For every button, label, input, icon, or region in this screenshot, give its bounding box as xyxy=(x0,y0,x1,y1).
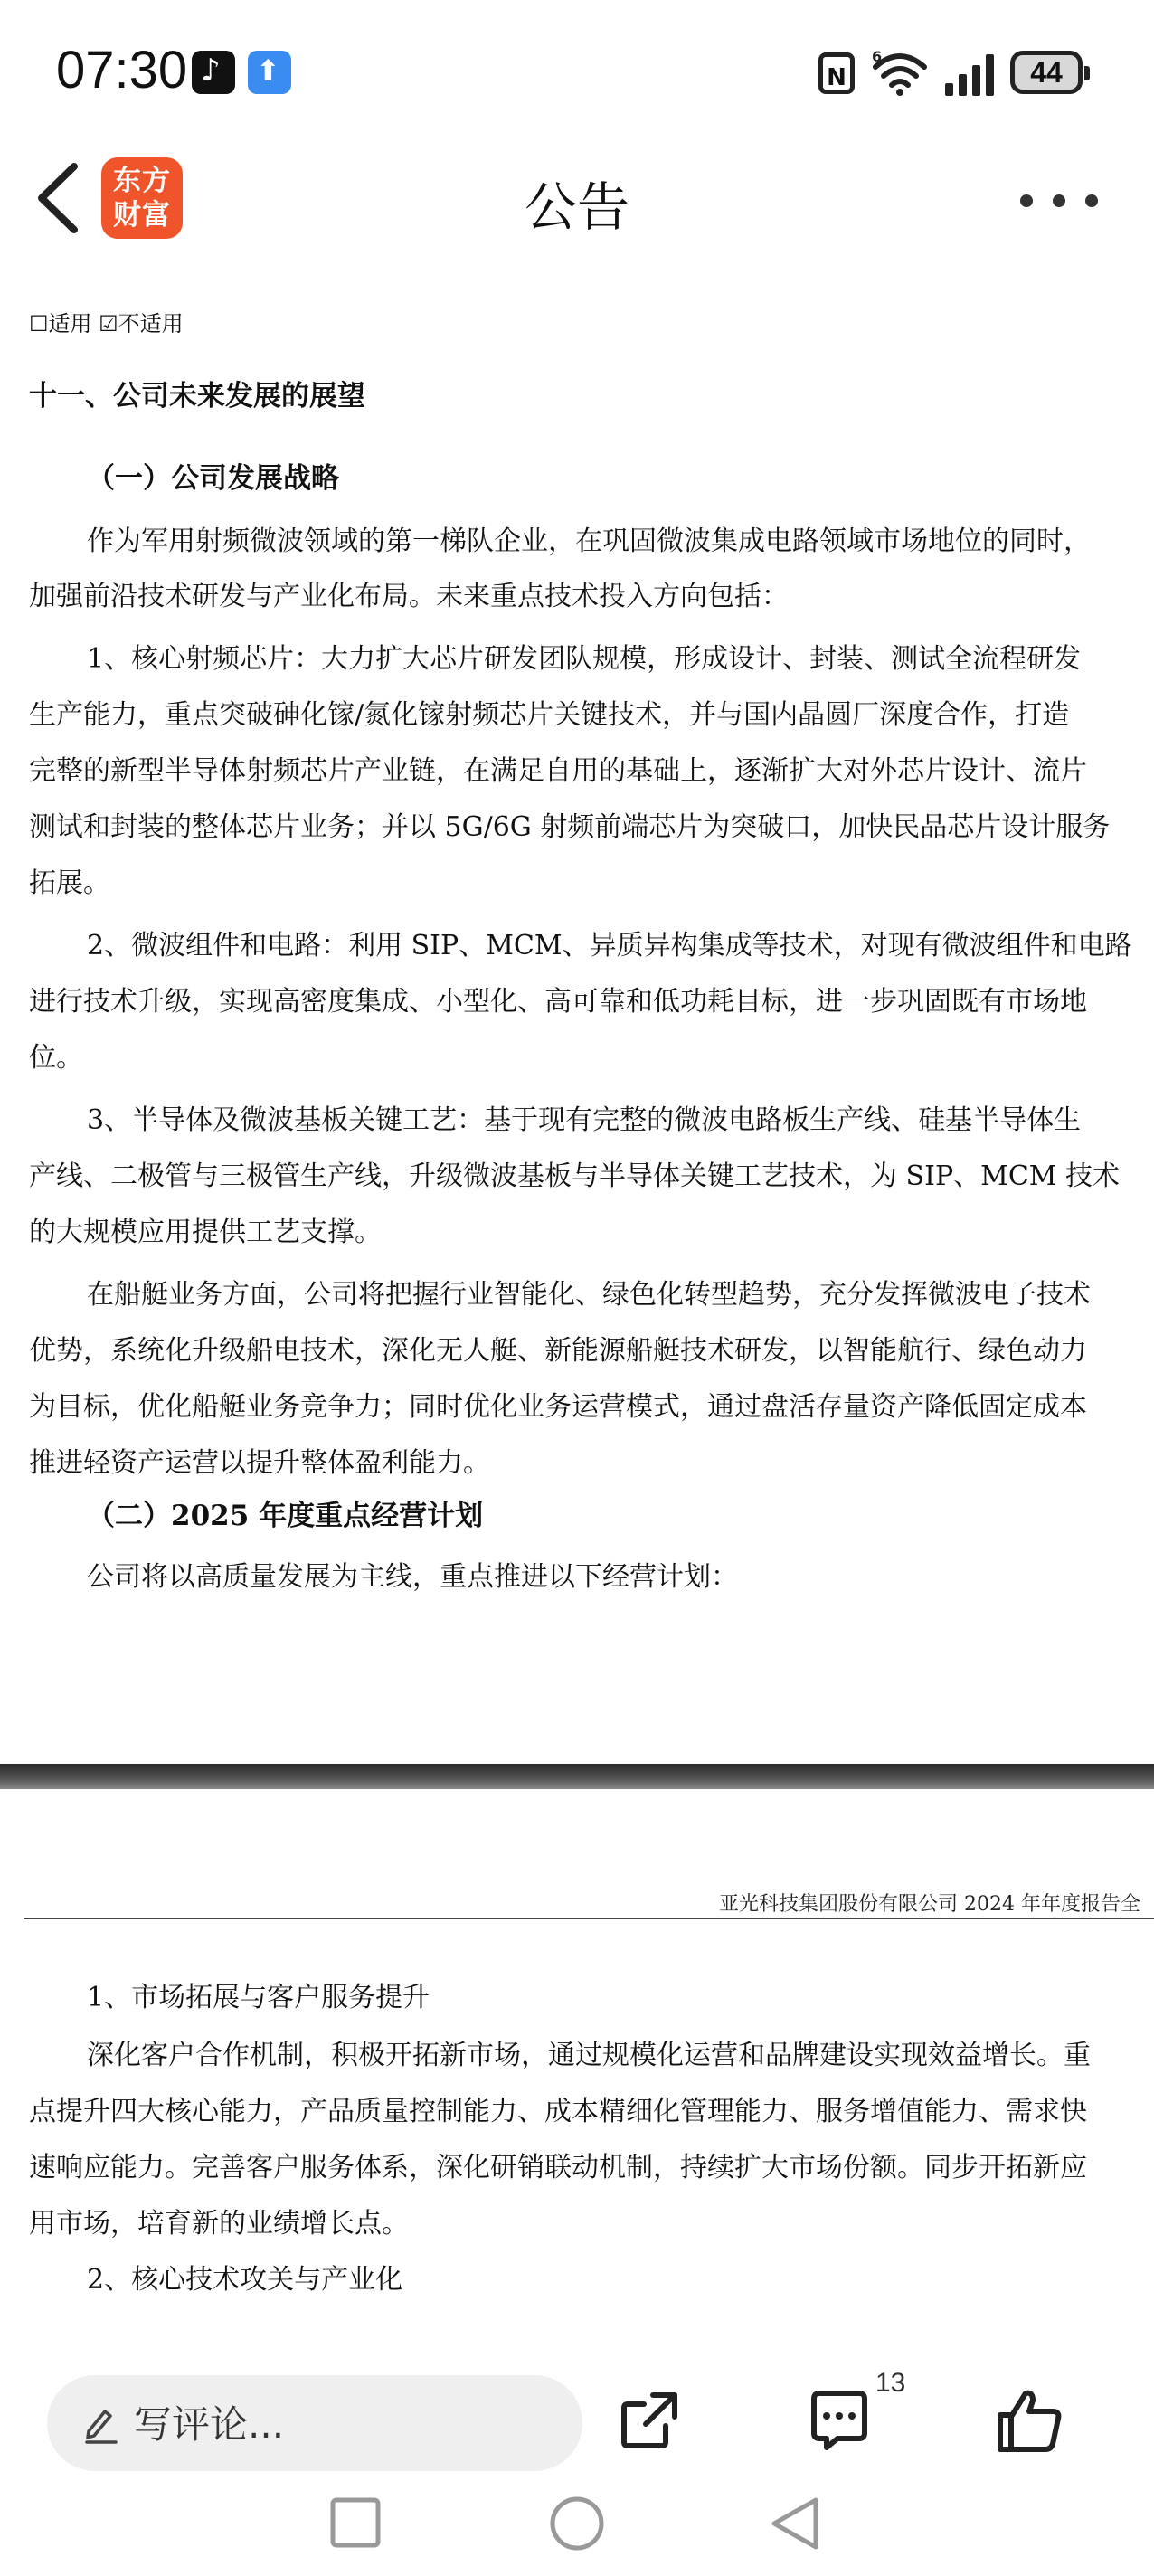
status-time: 07:30 xyxy=(56,41,188,99)
share-icon[interactable] xyxy=(615,2386,684,2455)
battery-icon: 44 xyxy=(1010,51,1083,94)
signal-icon xyxy=(945,52,994,96)
paragraph-line: 在船艇业务方面，公司将把握行业智能化、绿色化转型趋势，充分发挥微波电子技术 xyxy=(87,1279,1091,1311)
tiktok-notification-icon xyxy=(192,51,235,94)
paragraph-line: 产线、二极管与三极管生产线，升级微波基板与半导体关键工艺技术，为 SIP、MCM 技术 xyxy=(29,1160,1121,1192)
paragraph-line: 公司将以高质量发展为主线，重点推进以下经营计划： xyxy=(87,1561,738,1593)
pen-icon xyxy=(83,2402,119,2444)
paragraph-line: 3、半导体及微波基板关键工艺：基于现有完整的微波电路板生产线、硅基半导体生 xyxy=(87,1104,1082,1136)
recent-apps-button[interactable] xyxy=(327,2495,383,2551)
paragraph-line: 测试和封装的整体芯片业务；并以 5G/6G 射频前端芯片为突破口，加快民品芯片设计服务 xyxy=(29,811,1111,843)
paragraph-line: 加强前沿技术研发与产业化布局。未来重点技术投入方向包括： xyxy=(29,581,789,612)
paragraph-line: 2、核心技术攻关与产业化 xyxy=(87,2264,403,2296)
top-nav-bar xyxy=(0,145,1154,253)
paragraph-line: 拓展。 xyxy=(29,867,110,899)
paragraph-line: 的大规模应用提供工艺支撑。 xyxy=(29,1217,382,1248)
nfc-icon: N xyxy=(818,52,855,94)
page-separator xyxy=(0,1764,1154,1789)
paragraph-line: 深化客户合作机制，积极开拓新市场，通过规模化运营和品牌建设实现效益增长。重 xyxy=(87,2040,1091,2071)
logo-line-1: 东方 xyxy=(113,165,171,197)
paragraph-line: 推进轻资产运营以提升整体盈利能力。 xyxy=(29,1447,490,1479)
applicability-checkbox-line: ☐适用 ☑不适用 xyxy=(29,311,184,336)
logo-line-2: 财富 xyxy=(113,199,171,232)
comment-count-badge: 13 xyxy=(875,2368,906,2398)
page-title: 公告 xyxy=(524,176,629,238)
paragraph-line: 速响应能力。完善客户服务体系，深化研销联动机制，持续扩大市场份额。同步开拓新应 xyxy=(29,2152,1087,2183)
paragraph-line: 1、核心射频芯片：大力扩大芯片研发团队规模，形成设计、封装、测试全流程研发 xyxy=(87,643,1082,675)
paragraph-line: 生产能力，重点突破砷化镓/氮化镓射频芯片关键技术，并与国内晶圆厂深度合作，打造 xyxy=(29,699,1070,731)
paragraph-line: 点提升四大核心能力，产品质量控制能力、成本精细化管理能力、服务增值能力、需求快 xyxy=(29,2096,1087,2127)
paragraph-line: 完整的新型半导体射频芯片产业链，在满足自用的基础上，逐渐扩大对外芯片设计、流片 xyxy=(29,755,1087,787)
comment-icon[interactable] xyxy=(805,2386,874,2455)
header-rule xyxy=(24,1918,1154,1919)
status-bar xyxy=(0,0,1154,145)
comment-placeholder: 写评论... xyxy=(134,2402,285,2447)
paragraph-line: 进行技术升级，实现高密度集成、小型化、高可靠和低功耗目标，进一步巩固既有市场地 xyxy=(29,986,1087,1018)
paragraph-line: 优势，系统化升级船电技术，深化无人艇、新能源船艇技术研发，以智能航行、绿色动力 xyxy=(29,1335,1087,1367)
bottom-action-bar xyxy=(0,2350,1154,2576)
home-button[interactable] xyxy=(548,2495,606,2552)
section-title: 十一、公司未来发展的展望 xyxy=(29,380,365,412)
wifi-icon xyxy=(870,49,930,96)
more-options-icon[interactable] xyxy=(1020,194,1098,207)
report-page-header: 亚光科技集团股份有限公司 2024 年年度报告全 xyxy=(719,1893,1140,1916)
paragraph-line: 为目标，优化船艇业务竞争力；同时优化业务运营模式，通过盘活存量资产降低固定成本 xyxy=(29,1391,1087,1423)
content-fade xyxy=(0,2316,1154,2352)
subsection-title-strategy: （一）公司发展战略 xyxy=(87,462,339,495)
comment-input[interactable] xyxy=(47,2375,582,2471)
upload-notification-icon xyxy=(248,51,291,94)
paragraph-line: 1、市场拓展与客户服务提升 xyxy=(87,1982,430,2013)
paragraph-line: 位。 xyxy=(29,1042,83,1074)
paragraph-line: 用市场，培育新的业绩增长点。 xyxy=(29,2208,409,2240)
subsection-title-plan: （二）2025 年度重点经营计划 xyxy=(87,1500,484,1532)
back-nav-button[interactable] xyxy=(767,2495,823,2552)
like-thumbs-up-icon[interactable] xyxy=(993,2386,1065,2455)
svg-text:6: 6 xyxy=(872,49,883,65)
paragraph-line: 2、微波组件和电路：利用 SIP、MCM、异质异构集成等技术，对现有微波组件和电路 xyxy=(87,930,1132,961)
paragraph-line: 作为军用射频微波领域的第一梯队企业，在巩固微波集成电路领域市场地位的同时， xyxy=(87,526,1091,557)
